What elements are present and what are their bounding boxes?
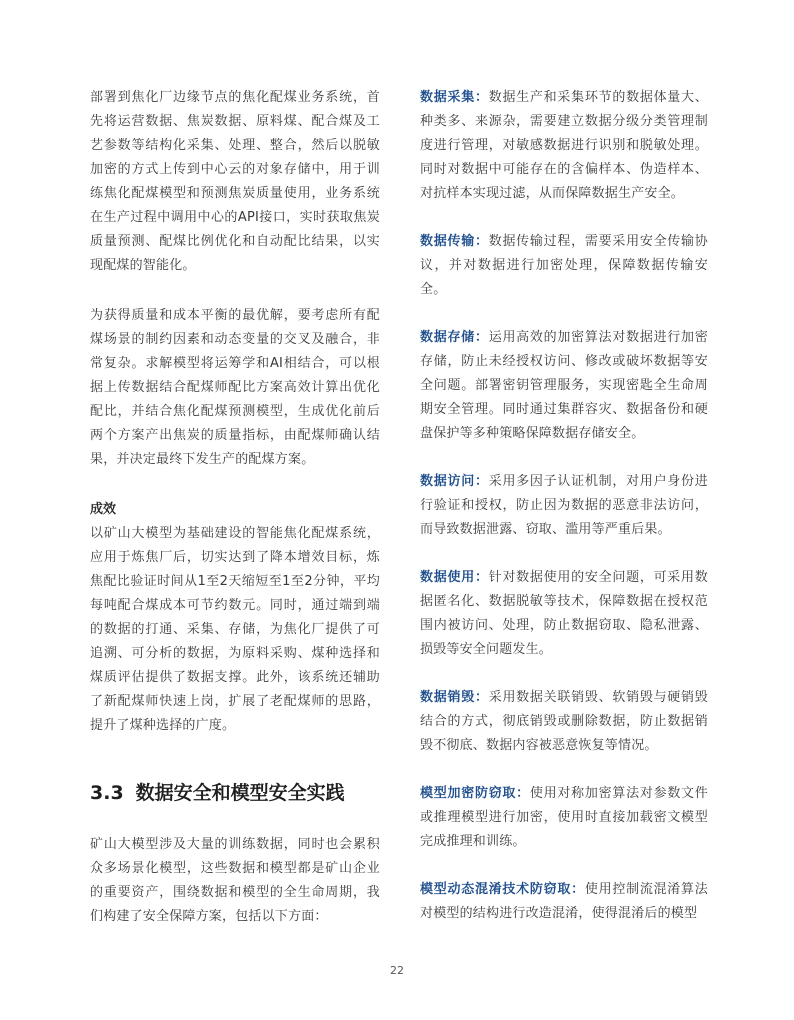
term-label: 数据销毁： <box>420 690 489 705</box>
term-label: 数据访问： <box>420 474 489 489</box>
term-text: 采用多因子认证机制，对用户身份进行验证和授权，防止因为数据的恶意非法访问，而导致数据泄露、窃取、滥用等严重后果。 <box>420 474 708 537</box>
term-label: 数据传输： <box>420 234 489 249</box>
item-data-transmission <box>420 230 708 302</box>
paragraph-results: 以矿山大模型为基础建设的智能焦化配煤系统，应用于炼焦厂后，切实达到了降本增效目标，炼焦配比验证时间从1至2天缩短至1至2分钟，平均每吨配合煤成本可节约数元。同时，通过端到端的数据的打通、采集、存储，为焦化厂提供了可追溯、可分析的数据，为原料采购、煤种选择和煤质评估提供了数据支撑。此外，该系统还辅助了新配煤师快速上岗，扩展了老配煤师的思路，提升了煤种选择的广度。 <box>90 526 380 733</box>
term-text: 运用高效的加密算法对数据进行加密存储，防止未经授权访问、修改或破坏数据等安全问题。部署密钥管理服务，实现密匙全生命周期安全管理。同时通过集群容灾、数据备份和硬盘保护等多种策略保障数据存储安全。 <box>420 330 708 441</box>
results-heading: 成效 <box>90 502 117 517</box>
paragraph-optimization: 为获得质量和成本平衡的最优解，要考虑所有配煤场景的制约因素和动态变量的交叉及融合，非常复杂。求解模型将运筹学和AI相结合，可以根据上传数据结合配煤师配比方案高效计算出优化配比，并结合焦化配煤预测模型，生成优化前后两个方案产出焦炭的质量指标，由配煤师确认结果，并决定最终下发生产的配煤方案。 <box>90 308 380 467</box>
page-number: 22 <box>390 964 404 977</box>
right-column <box>420 86 708 926</box>
term-text: 数据生产和采集环节的数据体量大、种类多、来源杂，需要建立数据分级分类管理制度进行管理，对敏感数据进行识别和脱敏处理。同时对数据中可能存在的含偏样本、伪造样本、对抗样本实现过滤，从而保障数据生产安全。 <box>420 90 708 201</box>
term-text: 使用控制流混淆算法对模型的结构进行改造混淆，使得混淆后的模型 <box>420 882 708 921</box>
left-column <box>90 86 380 929</box>
term-label: 模型动态混淆技术防窃取： <box>420 882 585 897</box>
item-data-storage <box>420 326 708 446</box>
term-text: 采用数据关联销毁、软销毁与硬销毁结合的方式，彻底销毁或删除数据，防止数据销毁不彻底、数据内容被恶意恢复等情况。 <box>420 690 708 753</box>
term-label: 模型加密防窃取： <box>420 786 530 801</box>
term-label: 数据采集： <box>420 90 489 105</box>
item-data-destruction <box>420 686 708 758</box>
term-label: 数据使用： <box>420 570 489 585</box>
item-model-obfuscation <box>420 878 708 926</box>
term-text: 使用对称加密算法对参数文件或推理模型进行加密，使用时直接加载密文模型完成推理和训练。 <box>420 786 708 849</box>
item-data-collection <box>420 86 708 206</box>
item-data-access <box>420 470 708 542</box>
term-label: 数据存储： <box>420 330 489 345</box>
item-data-usage <box>420 566 708 662</box>
section-title: 数据安全和模型安全实践 <box>135 782 345 804</box>
item-model-encryption <box>420 782 708 854</box>
term-text: 针对数据使用的安全问题，可采用数据匿名化、数据脱敏等技术，保障数据在授权范围内被访问、处理，防止数据窃取、隐私泄露、损毁等安全问题发生。 <box>420 570 708 657</box>
section-heading <box>90 778 380 805</box>
term-text: 数据传输过程，需要采用安全传输协议，并对数据进行加密处理，保障数据传输安全。 <box>420 234 708 297</box>
paragraph-security-intro: 矿山大模型涉及大量的训练数据，同时也会累积众多场景化模型，这些数据和模型都是矿山企业的重要资产，围绕数据和模型的全生命周期，我们构建了安全保障方案，包括以下方面： <box>90 837 380 924</box>
section-number: 3.3 <box>90 782 124 804</box>
paragraph-edge-deployment: 部署到焦化厂边缘节点的焦化配煤业务系统，首先将运营数据、焦炭数据、原料煤、配合煤及工艺参数等结构化采集、处理、整合，然后以脱敏加密的方式上传到中心云的对象存储中，用于训练焦化配煤模型和预测焦炭质量使用，业务系统在生产过程中调用中心的API接口，实时获取焦炭质量预测、配煤比例优化和自动配比结果，以实现配煤的智能化。 <box>90 90 380 273</box>
